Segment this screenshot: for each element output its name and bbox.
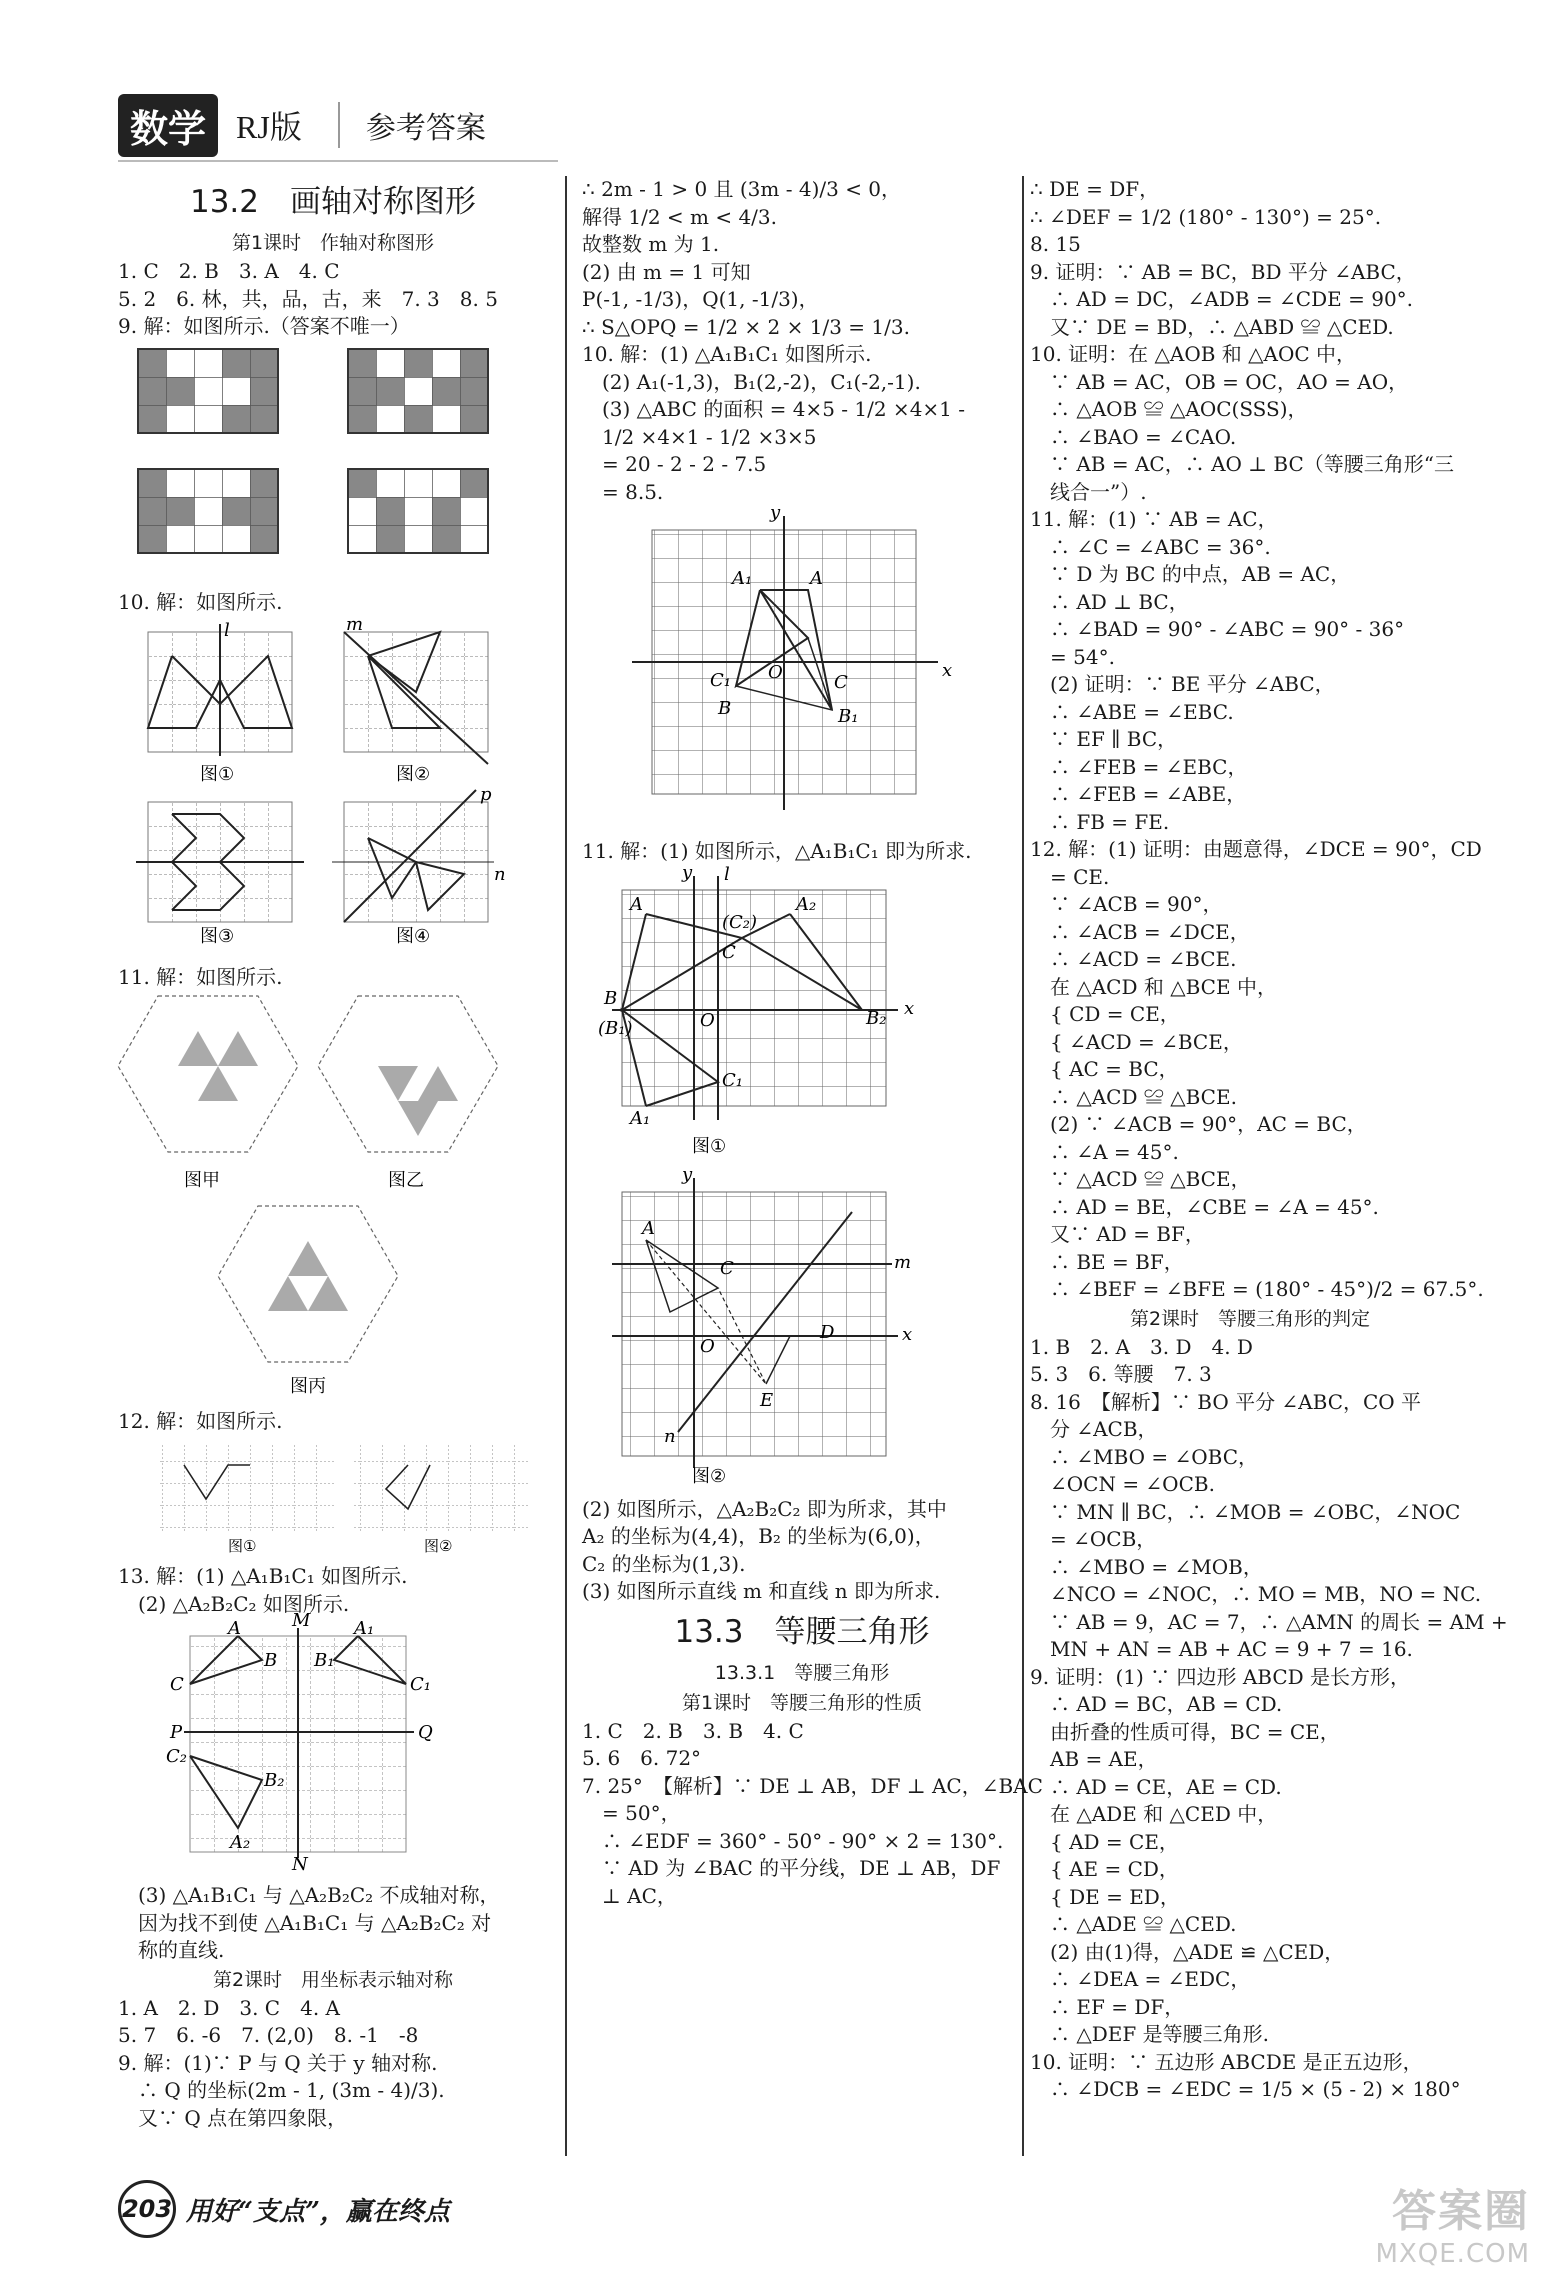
answer-line: MN + AN = AB + AC = 9 + 7 = 16. bbox=[1030, 1637, 1413, 1661]
answer-line: ∴ ∠DEA = ∠EDC， bbox=[1030, 1967, 1251, 1991]
watermark bbox=[1376, 2175, 1530, 2269]
figure-label: 图① bbox=[692, 1135, 727, 1157]
answer-line: 8. 16 【解析】∵ BO 平分 ∠ABC，CO 平 bbox=[1030, 1389, 1422, 1414]
svg-text:A₂: A₂ bbox=[230, 1832, 251, 1853]
section-title: 13.3 等腰三角形 bbox=[674, 1613, 930, 1650]
svg-text:(B₁): (B₁) bbox=[598, 1017, 633, 1039]
answer-line: ∴ ∠FEB = ∠EBC， bbox=[1030, 754, 1248, 779]
figure-label: 图① bbox=[228, 1537, 257, 1555]
answer-line: ∴ ∠EDF = 360° - 50° - 90° × 2 = 130°. bbox=[582, 1828, 1004, 1853]
answer-line: ∴ BE = BF， bbox=[1030, 1249, 1184, 1274]
svg-text:(C₂): (C₂) bbox=[722, 911, 758, 933]
answer-line: ∴ AD = BE，∠CBE = ∠A = 45°. bbox=[1030, 1194, 1379, 1219]
answer-line: 5. 7 6. -6 7. (2,0) 8. -1 -8 bbox=[118, 2023, 419, 2047]
svg-text:B₂: B₂ bbox=[264, 1770, 285, 1791]
answer-line: 由折叠的性质可得，BC = CE， bbox=[1030, 1719, 1340, 1744]
answer-line: ∴ 2m - 1 > 0 且 (3m - 4)/3 < 0， bbox=[582, 177, 902, 201]
answer-line: (2) 如图所示，△A₂B₂C₂ 即为所求，其中 bbox=[582, 1496, 947, 1521]
page-number: 203 bbox=[118, 2180, 176, 2238]
answer-line: ∴ AD = CE，AE = CD. bbox=[1030, 1774, 1282, 1799]
svg-text:l: l bbox=[224, 620, 230, 641]
section-title: 13.2 画轴对称图形 bbox=[189, 184, 477, 220]
answer-line: (3) 如图所示直线 m 和直线 n 即为所求. bbox=[582, 1579, 941, 1603]
figure-q10 bbox=[118, 614, 538, 956]
svg-text:x: x bbox=[902, 1323, 913, 1345]
svg-text:A: A bbox=[630, 893, 643, 915]
header-divider bbox=[118, 160, 558, 162]
answer-line: ∠NCO = ∠NOC，∴ MO = MB，NO = NC. bbox=[1030, 1582, 1482, 1606]
answer-line: = 54°. bbox=[1030, 644, 1115, 669]
answer-line: = 20 - 2 - 2 - 7.5 bbox=[582, 452, 767, 476]
svg-text:l: l bbox=[724, 863, 730, 885]
svg-text:C₁: C₁ bbox=[722, 1069, 743, 1091]
answer-line: ∴ S△OPQ = 1/2 × 2 × 1/3 = 1/3. bbox=[582, 314, 910, 339]
answer-line: (3) △ABC 的面积 = 4×5 - 1/2 ×4×1 - bbox=[582, 397, 966, 421]
svg-text:O: O bbox=[768, 662, 783, 683]
answer-line: 5. 6 6. 72° bbox=[582, 1746, 702, 1770]
answer-line: 1. A 2. D 3. C 4. A bbox=[118, 1995, 340, 2020]
svg-text:C₂: C₂ bbox=[166, 1746, 187, 1767]
svg-text:A₂: A₂ bbox=[796, 893, 817, 915]
svg-text:C₁: C₁ bbox=[710, 670, 731, 691]
answer-line: ∴ ∠ACD = ∠BCE. bbox=[1030, 947, 1237, 971]
figure-q12 bbox=[118, 1439, 538, 1555]
subject-badge: 数学 bbox=[118, 94, 218, 157]
answer-line: = 8.5. bbox=[582, 479, 664, 504]
answer-line: A₂ 的坐标为(4,4)，B₂ 的坐标为(6,0)， bbox=[582, 1524, 935, 1548]
answer-line: ∴ △DEF 是等腰三角形. bbox=[1030, 2022, 1269, 2046]
answer-line: = ∠OCB， bbox=[1030, 1527, 1157, 1551]
column-divider-1 bbox=[565, 176, 567, 2156]
answer-line: 12. 解：(1) 证明：由题意得，∠DCE = 90°，CD bbox=[1030, 837, 1482, 861]
svg-text:P: P bbox=[170, 1722, 183, 1743]
answer-line: (2) A₁(-1,3)，B₁(2,-2)，C₁(-2,-1). bbox=[582, 369, 921, 394]
answer-line: ∴ ∠BAO = ∠CAO. bbox=[1030, 424, 1237, 449]
footer-slogan: 用好“支点”，赢在终点 bbox=[186, 2196, 450, 2227]
answer-line: ∴ ∠DEF = 1/2 (180° - 130°) = 25°. bbox=[1030, 204, 1382, 229]
header-title: 参考答案 bbox=[365, 111, 486, 146]
answer-line: ∴ ∠A = 45°. bbox=[1030, 1139, 1179, 1164]
lesson-title: 第2课时 等腰三角形的判定 bbox=[1129, 1307, 1371, 1330]
answer-line: ∴ ∠MBO = ∠MOB， bbox=[1030, 1554, 1263, 1579]
answer-line: ∴ FB = FE. bbox=[1030, 809, 1170, 834]
svg-text:M: M bbox=[292, 1610, 311, 1631]
figure-q11-2 bbox=[582, 1163, 1022, 1488]
answer-line: 1. C 2. B 3. A 4. C bbox=[118, 259, 340, 283]
page-footer bbox=[118, 2180, 450, 2238]
svg-text:n: n bbox=[664, 1425, 676, 1447]
answer-line: 9. 解：如图所示.（答案不唯一） bbox=[118, 314, 410, 338]
answer-line: 9. 证明：(1) ∵ 四边形 ABCD 是长方形， bbox=[1030, 1664, 1411, 1689]
answer-line: ∵ EF ∥ BC， bbox=[1030, 727, 1178, 751]
answer-line: 10. 解：如图所示. bbox=[118, 589, 283, 614]
figure-q9-grids bbox=[118, 345, 538, 581]
answer-line: ∴ △AOB ≌ △AOC(SSS)， bbox=[1030, 397, 1308, 421]
svg-text:C: C bbox=[722, 941, 736, 963]
answer-line: 11. 解：如图所示. bbox=[118, 965, 283, 989]
answer-line: ∵ MN ∥ BC，∴ ∠MOB = ∠OBC，∠NOC bbox=[1030, 1499, 1461, 1524]
svg-text:A: A bbox=[810, 568, 823, 589]
svg-text:y: y bbox=[770, 502, 781, 523]
answer-line: 因为找不到使 △A₁B₁C₁ 与 △A₂B₂C₂ 对 bbox=[118, 1910, 492, 1935]
answer-line: ∴ △ADE ≌ △CED. bbox=[1030, 1912, 1237, 1936]
answer-line: ∴ AD = DC，∠ADB = ∠CDE = 90°. bbox=[1030, 287, 1414, 311]
page-header bbox=[118, 92, 486, 158]
answer-line: ∠OCN = ∠OCB. bbox=[1030, 1472, 1215, 1496]
column-1 bbox=[118, 176, 548, 2132]
figure-q11 bbox=[118, 996, 538, 1400]
answer-line: 7. 25° 【解析】∵ DE ⊥ AB，DF ⊥ AC，∠BAC bbox=[582, 1773, 1043, 1798]
answer-line: ∴ EF = DF， bbox=[1030, 1994, 1185, 2019]
figure-label: 图丙 bbox=[290, 1375, 326, 1397]
svg-text:y: y bbox=[682, 1163, 693, 1185]
svg-text:C: C bbox=[720, 1257, 734, 1279]
answer-line: P(-1, -1/3)，Q(1, -1/3)， bbox=[582, 287, 819, 311]
answer-line: ∴ AD = BC，AB = CD. bbox=[1030, 1692, 1283, 1716]
answer-line: ∴ Q 的坐标(2m - 1, (3m - 4)/3). bbox=[118, 2078, 445, 2102]
answer-line: { CD = CE， bbox=[1030, 1002, 1180, 1026]
svg-text:A: A bbox=[642, 1217, 655, 1239]
lesson-title: 第1课时 作轴对称图形 bbox=[231, 232, 435, 254]
answer-line: 5. 2 6. 林，共，品，古，来 7. 3 8. 5 bbox=[118, 286, 498, 311]
column-2 bbox=[582, 176, 1043, 1910]
answer-line: ∴ AD ⊥ BC， bbox=[1030, 589, 1189, 614]
answer-line: 1/2 ×4×1 - 1/2 ×3×5 bbox=[582, 424, 817, 449]
edition-label: RJ版 bbox=[236, 102, 340, 148]
answer-line: ∴ △ACD ≌ △BCE. bbox=[1030, 1084, 1237, 1109]
answer-line: { ∠ACD = ∠BCE， bbox=[1030, 1029, 1243, 1054]
figure-q11-1 bbox=[582, 861, 1022, 1160]
svg-text:E: E bbox=[760, 1389, 774, 1411]
svg-text:D: D bbox=[820, 1321, 835, 1343]
answer-line: 1. B 2. A 3. D 4. D bbox=[1030, 1334, 1253, 1359]
svg-text:n: n bbox=[494, 864, 506, 885]
answer-line: ∵ ∠ACB = 90°， bbox=[1030, 892, 1223, 916]
answer-line: C₂ 的坐标为(1,3). bbox=[582, 1551, 746, 1576]
figure-q10-coordinate-plane bbox=[582, 502, 1022, 830]
answer-line: ∵ D 为 BC 的中点，AB = AC， bbox=[1030, 562, 1351, 586]
svg-text:B₂: B₂ bbox=[866, 1007, 887, 1029]
answer-line: 又∵ DE = BD，∴ △ABD ≌ △CED. bbox=[1030, 314, 1394, 339]
lesson-title: 第2课时 用坐标表示轴对称 bbox=[212, 1968, 454, 1991]
answer-line: 10. 解：(1) △A₁B₁C₁ 如图所示. bbox=[582, 342, 872, 366]
svg-text:B: B bbox=[718, 698, 732, 719]
answer-line: 分 ∠ACB， bbox=[1030, 1417, 1158, 1441]
answer-line: ∴ ∠C = ∠ABC = 36°. bbox=[1030, 534, 1271, 559]
answer-line: ∴ ∠BEF = ∠BFE = (180° - 45°)/2 = 67.5°. bbox=[1030, 1277, 1484, 1301]
watermark-url: MXQE.COM bbox=[1375, 2239, 1530, 2269]
answer-line: 又∵ Q 点在第四象限， bbox=[118, 2105, 348, 2130]
answer-line: { AE = CD， bbox=[1030, 1857, 1179, 1881]
answer-line: 11. 解：(1) ∵ AB = AC， bbox=[1030, 507, 1278, 531]
svg-text:A₁: A₁ bbox=[354, 1618, 375, 1639]
answer-line: ∴ ∠DCB = ∠EDC = 1/5 × (5 - 2) × 180° bbox=[1030, 2077, 1461, 2101]
answer-line: (2) 由(1)得，△ADE ≌ △CED， bbox=[1030, 1939, 1345, 1964]
lesson-title: 第1课时 等腰三角形的性质 bbox=[681, 1691, 923, 1714]
watermark-brand: 答案圈 bbox=[1392, 2186, 1530, 2237]
figure-label: 图乙 bbox=[388, 1169, 424, 1191]
answer-line: ∵ AB = 9，AC = 7，∴ △AMN 的周长 = AM + bbox=[1030, 1609, 1508, 1634]
answer-line: 10. 证明：在 △AOB 和 △AOC 中， bbox=[1030, 342, 1357, 366]
svg-text:B: B bbox=[264, 1650, 278, 1671]
answer-line: ∵ AB = AC，OB = OC，AO = AO， bbox=[1030, 369, 1409, 394]
answer-line: AB = AE， bbox=[1030, 1747, 1158, 1771]
answer-line: (3) △A₁B₁C₁ 与 △A₂B₂C₂ 不成轴对称， bbox=[118, 1883, 500, 1907]
svg-text:N: N bbox=[292, 1854, 308, 1875]
figure-label: 图④ bbox=[396, 926, 431, 947]
svg-text:x: x bbox=[942, 660, 953, 681]
svg-text:m: m bbox=[894, 1251, 912, 1273]
answer-line: 故整数 m 为 1. bbox=[582, 232, 720, 256]
column-divider-2 bbox=[1022, 176, 1024, 2156]
answer-line: 12. 解：如图所示. bbox=[118, 1408, 283, 1433]
svg-text:O: O bbox=[700, 1335, 715, 1357]
figure-label: 图② bbox=[424, 1537, 453, 1555]
answer-line: ∵ AB = AC，∴ AO ⊥ BC（等腰三角形“三 bbox=[1030, 452, 1455, 476]
answer-line: 又∵ AD = BF， bbox=[1030, 1222, 1205, 1246]
answer-line: ∵ AD 为 ∠BAC 的平分线，DE ⊥ AB，DF bbox=[582, 1856, 1001, 1880]
answer-line: ∵ △ACD ≌ △BCE， bbox=[1030, 1167, 1251, 1191]
svg-text:y: y bbox=[682, 861, 693, 883]
answer-line: 9. 解：(1)∵ P 与 Q 关于 y 轴对称. bbox=[118, 2050, 438, 2075]
figure-label: 图① bbox=[200, 764, 235, 785]
figure-label: 图② bbox=[692, 1465, 727, 1487]
answer-line: = CE. bbox=[1030, 864, 1110, 889]
answer-line: 解得 1/2 < m < 4/3. bbox=[582, 204, 777, 229]
svg-text:B₁: B₁ bbox=[838, 706, 859, 727]
answer-line: 13. 解：(1) △A₁B₁C₁ 如图所示. bbox=[118, 1564, 408, 1588]
answer-line: 线合一”）. bbox=[1030, 479, 1147, 504]
figure-label: 图② bbox=[396, 764, 431, 785]
svg-text:B₁: B₁ bbox=[314, 1650, 335, 1671]
answer-line: 5. 3 6. 等腰 7. 3 bbox=[1030, 1362, 1212, 1386]
answer-line: (2) △A₂B₂C₂ 如图所示. bbox=[118, 1591, 350, 1616]
answer-line: (2) 由 m = 1 可知 bbox=[582, 259, 751, 284]
answer-line: 在 △ADE 和 △CED 中， bbox=[1030, 1802, 1278, 1826]
svg-text:x: x bbox=[904, 997, 915, 1019]
answer-line: ⊥ AC， bbox=[582, 1883, 677, 1908]
answer-line: (2) 证明：∵ BE 平分 ∠ABC， bbox=[1030, 672, 1335, 696]
figure-label: 图③ bbox=[200, 926, 235, 947]
answer-line: ∴ ∠ACB = ∠DCE， bbox=[1030, 919, 1250, 944]
answer-line: ∴ ∠BAD = 90° - ∠ABC = 90° - 36° bbox=[1030, 617, 1405, 641]
svg-text:C: C bbox=[834, 672, 848, 693]
answer-line: { AC = BC， bbox=[1030, 1057, 1179, 1081]
answer-line: 8. 15 bbox=[1030, 232, 1081, 256]
svg-text:A₁: A₁ bbox=[630, 1107, 651, 1129]
answer-line: 11. 解：(1) 如图所示，△A₁B₁C₁ 即为所求. bbox=[582, 839, 972, 863]
answer-line: (2) ∵ ∠ACB = 90°，AC = BC， bbox=[1030, 1112, 1367, 1136]
answer-line: { DE = ED， bbox=[1030, 1884, 1180, 1909]
answer-line: 称的直线. bbox=[118, 1938, 225, 1962]
column-3 bbox=[1030, 176, 1508, 2104]
svg-text:p: p bbox=[480, 784, 492, 805]
answer-line: ∴ DE = DF， bbox=[1030, 177, 1160, 201]
answer-line: ∴ ∠MBO = ∠OBC， bbox=[1030, 1444, 1259, 1469]
answer-line: { AD = CE， bbox=[1030, 1829, 1179, 1854]
answer-line: ∴ ∠FEB = ∠ABE， bbox=[1030, 782, 1247, 806]
svg-text:C₁: C₁ bbox=[410, 1674, 431, 1695]
svg-text:O: O bbox=[700, 1009, 715, 1031]
answer-line: 在 △ACD 和 △BCE 中， bbox=[1030, 974, 1277, 999]
answer-line: = 50°， bbox=[582, 1801, 681, 1825]
answer-line: 9. 证明：∵ AB = BC，BD 平分 ∠ABC， bbox=[1030, 259, 1416, 284]
svg-text:A₁: A₁ bbox=[732, 568, 753, 589]
svg-text:A: A bbox=[228, 1618, 241, 1639]
svg-text:B: B bbox=[604, 987, 618, 1009]
svg-text:C: C bbox=[170, 1674, 184, 1695]
subsection-title: 13.3.1 等腰三角形 bbox=[714, 1661, 890, 1684]
svg-text:m: m bbox=[346, 614, 364, 635]
answer-line: 1. C 2. B 3. B 4. C bbox=[582, 1718, 804, 1743]
figure-label: 图甲 bbox=[184, 1169, 220, 1191]
figure-q13 bbox=[118, 1610, 538, 1875]
answer-line: 10. 证明：∵ 五边形 ABCDE 是正五边形， bbox=[1030, 2049, 1423, 2074]
svg-text:Q: Q bbox=[418, 1722, 433, 1743]
answer-line: ∴ ∠ABE = ∠EBC. bbox=[1030, 699, 1234, 724]
